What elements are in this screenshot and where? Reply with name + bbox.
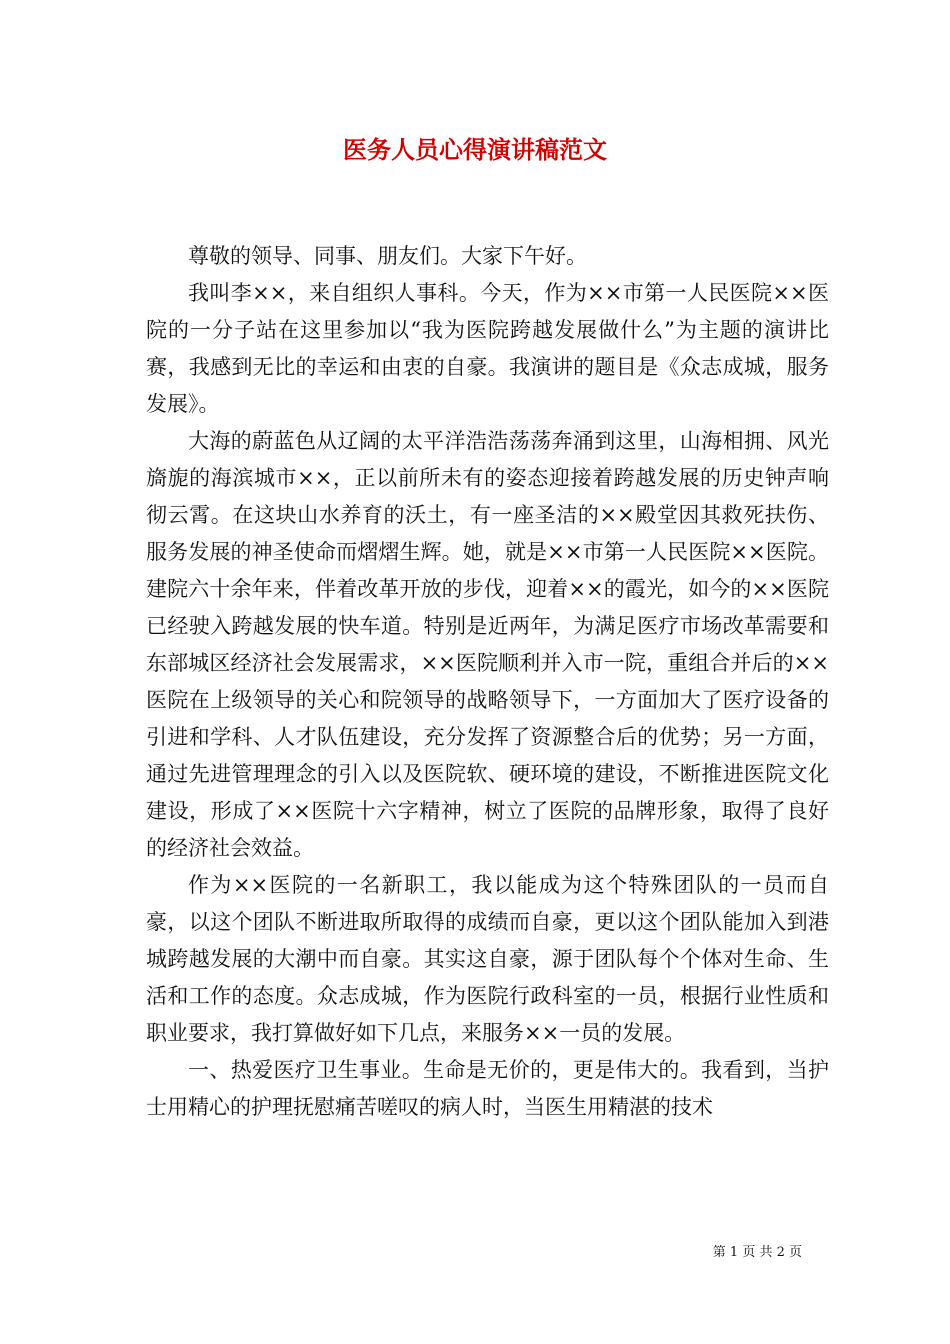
document-title: 医务人员心得演讲稿范文 — [343, 135, 607, 164]
paragraph-point-one: 一、热爱医疗卫生事业。生命是无价的，更是伟大的。我看到，当护士用精心的护理抚慰痛苦嗟叹的病人时，当医生用精湛的技术 — [146, 1058, 829, 1119]
document-body — [146, 238, 829, 1126]
page-number: 第 1 页 共 2 页 — [712, 1245, 802, 1260]
paragraph-introduction: 我叫李××，来自组织人事科。今天，作为××市第一人民医院××医院的一分子站在这里参加以“我为医院跨越发展做什么”为主题的演讲比赛，我感到无比的幸运和由衷的自豪。我演讲的题目是《众志成城，服务发展》。 — [146, 281, 829, 416]
paragraph-greeting: 尊敬的领导、同事、朋友们。大家下午好。 — [188, 244, 587, 268]
paragraph-team-pride: 作为××医院的一名新职工，我以能成为这个特殊团队的一员而自豪，以这个团队不断进取所取得的成绩而自豪，更以这个团队能加入到港城跨越发展的大潮中而自豪。其实这自豪，源于团队每个个体对生命、生活和工作的态度。众志成城，作为医院行政科室的一员，根据行业性质和职业要求，我打算做好如下几点，来服务××一员的发展。 — [146, 873, 829, 1045]
paragraph-hospital-description: 大海的蔚蓝色从辽阔的太平洋浩浩荡荡奔涌到这里，山海相拥、风光旖旎的海滨城市××，正以前所未有的姿态迎接着跨越发展的历史钟声响彻云霄。在这块山水养育的沃土，有一座圣洁的××殿堂因其救死扶伤、服务发展的神圣使命而熠熠生辉。她，就是××市第一人民医院××医院。建院六十余年来，伴着改革开放的步伐，迎着××的霞光，如今的××医院已经驶入跨越发展的快车道。特别是近两年，为满足医疗市场改革需要和东部城区经济社会发展需求，××医院顺利并入市一院，重组合并后的××医院在上级领导的关心和院领导的战略领导下，一方面加大了医疗设备的引进和学科、人才队伍建设，充分发挥了资源整合后的优势；另一方面，通过先进管理理念的引入以及医院软、硬环境的建设，不断推进医院文化建设，形成了××医院十六字精神，树立了医院的品牌形象，取得了良好的经济社会效益。 — [146, 429, 829, 860]
